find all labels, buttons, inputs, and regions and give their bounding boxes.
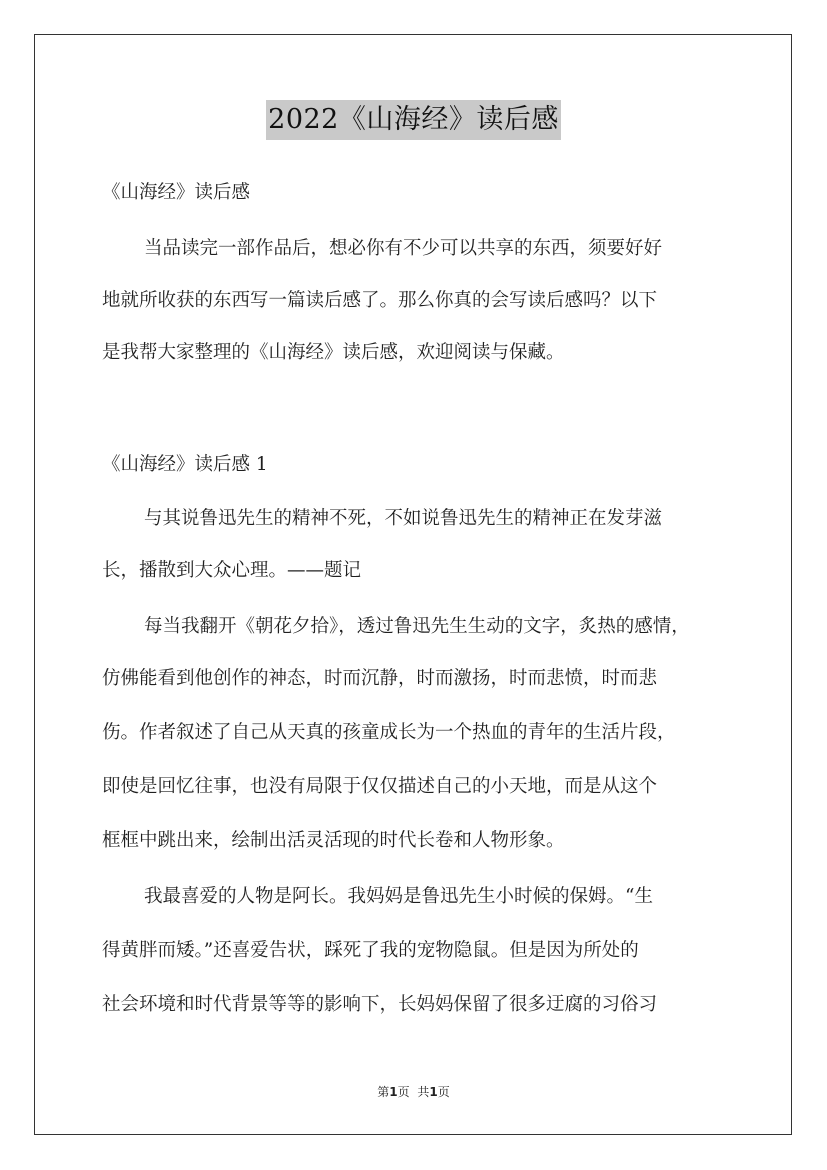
intro-line-1: 当品读完一部作品后，想必你有不少可以共享的东西，须要好好 xyxy=(144,238,663,259)
paragraph2-line-3: 伤。作者叙述了自己从天真的孩童成长为一个热血的青年的生活片段， xyxy=(102,722,676,743)
paragraph2-line-5: 框框中跳出来，绘制出活灵活现的时代长卷和人物形象。 xyxy=(102,830,565,851)
paragraph3-line-1: 我最喜爱的人物是阿长。我妈妈是鲁迅先生小时候的保姆。“生 xyxy=(144,886,653,907)
footer-total-pages: 1 xyxy=(429,1085,438,1099)
page-footer xyxy=(0,1083,827,1100)
paragraph2-line-4: 即使是回忆往事，也没有局限于仅仅描述自己的小天地，而是从这个 xyxy=(102,776,658,797)
paragraph3-line-2: 得黄胖而矮。”还喜爱告状，踩死了我的宠物隐鼠。但是因为所处的 xyxy=(102,940,639,961)
section-heading: 《山海经》读后感 xyxy=(102,182,251,203)
footer-page-number: 1 xyxy=(389,1085,398,1099)
footer-page-suffix: 页 xyxy=(397,1085,410,1099)
paragraph2-line-1: 每当我翻开《朝花夕拾》，透过鲁迅先生生动的文字，炙热的感情， xyxy=(144,616,690,637)
footer-total-suffix: 页 xyxy=(437,1085,450,1099)
footer-page-prefix: 第 xyxy=(377,1085,390,1099)
title-container xyxy=(0,100,827,140)
intro-line-3: 是我帮大家整理的《山海经》读后感，欢迎阅读与保藏。 xyxy=(102,342,565,363)
epigraph-line-2: 长，播散到大众心理。——题记 xyxy=(102,560,362,581)
intro-line-2: 地就所收获的东西写一篇读后感了。那么你真的会写读后感吗？以下 xyxy=(102,290,658,311)
paragraph2-line-2: 仿佛能看到他创作的神态，时而沉静，时而激扬，时而悲愤，时而悲 xyxy=(102,668,658,689)
document-title: 2022《山海经》读后感 xyxy=(266,100,561,140)
paragraph3-line-3: 社会环境和时代背景等等的影响下，长妈妈保留了很多迂腐的习俗习 xyxy=(102,994,658,1015)
epigraph-line-1: 与其说鲁迅先生的精神不死，不如说鲁迅先生的精神正在发芽滋 xyxy=(144,508,663,529)
footer-total-prefix: 共 xyxy=(417,1085,430,1099)
subheading: 《山海经》读后感 1 xyxy=(102,454,268,475)
